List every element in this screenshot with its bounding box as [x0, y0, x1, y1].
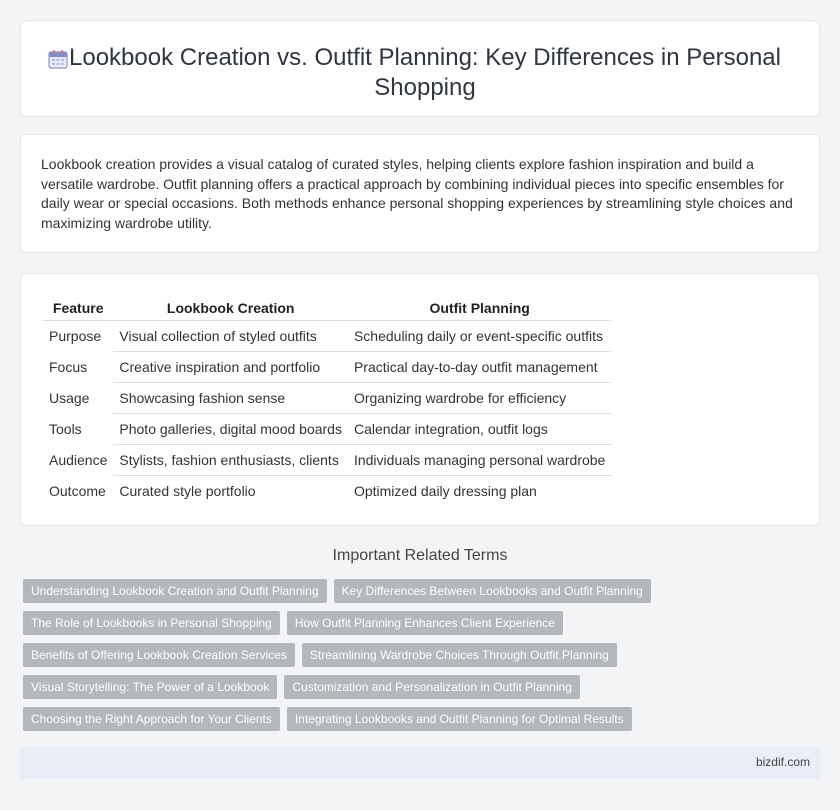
feature-cell: Outcome — [49, 482, 106, 499]
related-term-tag[interactable]: Customization and Personalization in Outfit Planning — [284, 675, 580, 699]
lookbook-cell: Photo galleries, digital mood boards — [113, 413, 348, 444]
feature-cell: Focus — [49, 358, 88, 375]
related-term-tag[interactable]: Visual Storytelling: The Power of a Lookbook — [23, 675, 277, 699]
related-term-tag[interactable]: Key Differences Between Lookbooks and Outfit Planning — [334, 579, 651, 603]
outfit-cell: Optimized daily dressing plan — [353, 482, 537, 499]
feature-cell: Purpose — [49, 327, 102, 344]
related-term-tag[interactable]: How Outfit Planning Enhances Client Experience — [287, 611, 563, 635]
feature-cell: Usage — [49, 389, 90, 406]
table-row — [43, 475, 611, 506]
related-terms-heading: Important Related Terms — [332, 547, 508, 564]
related-term-tag[interactable]: The Role of Lookbooks in Personal Shopping — [23, 611, 280, 635]
outfit-cell: Individuals managing personal wardrobe — [348, 444, 611, 475]
header-outfit: Outfit Planning — [348, 294, 611, 320]
footer — [20, 746, 820, 779]
footer-site-link[interactable]: bizdif.com — [755, 755, 810, 769]
lookbook-cell: Stylists, fashion enthusiasts, clients — [113, 444, 348, 475]
comparison-card — [20, 273, 820, 526]
table-row — [43, 320, 611, 351]
lookbook-cell: Visual collection of styled outfits — [113, 320, 348, 351]
header-lookbook: Lookbook Creation — [113, 294, 348, 320]
feature-cell: Tools — [49, 420, 82, 437]
table-row — [43, 382, 611, 413]
related-term-tag[interactable]: Streamlining Wardrobe Choices Through Outfit Planning — [302, 643, 617, 667]
feature-cell: Audience — [49, 451, 108, 468]
table-row — [43, 351, 611, 382]
intro-card — [20, 134, 820, 253]
outfit-cell: Calendar integration, outfit logs — [348, 413, 611, 444]
table-header-row — [43, 294, 611, 320]
page-title: Lookbook Creation vs. Outfit Planning: Key Differences in Personal Shopping — [69, 44, 781, 101]
outfit-cell: Scheduling daily or event-specific outfits — [348, 320, 611, 351]
table-row — [43, 444, 611, 475]
table-row — [43, 413, 611, 444]
related-term-tag[interactable]: Integrating Lookbooks and Outfit Planning for Optimal Results — [287, 707, 632, 731]
related-terms-list — [23, 579, 803, 739]
related-term-tag[interactable]: Understanding Lookbook Creation and Outfit Planning — [23, 579, 327, 603]
lookbook-cell: Showcasing fashion sense — [113, 382, 348, 413]
comparison-table — [43, 294, 611, 506]
related-term-tag[interactable]: Choosing the Right Approach for Your Clients — [23, 707, 280, 731]
outfit-cell: Organizing wardrobe for efficiency — [348, 382, 611, 413]
header-card — [20, 20, 820, 117]
lookbook-cell: Curated style portfolio — [119, 482, 256, 499]
related-term-tag[interactable]: Benefits of Offering Lookbook Creation Services — [23, 643, 295, 667]
header-feature: Feature — [43, 294, 113, 320]
outfit-cell: Practical day-to-day outfit management — [348, 351, 611, 382]
lookbook-cell: Creative inspiration and portfolio — [113, 351, 348, 382]
intro-paragraph: Lookbook creation provides a visual catalog of curated styles, helping clients explore fashion inspiration and build a versatile wardrobe. Outfit planning offers a practical approach by combining individual pieces into specific ensembles for daily wear or special occasions. Both methods enhance personal shopping experiences by streamlining style choices and maximizing wardrobe utility. — [41, 156, 793, 231]
